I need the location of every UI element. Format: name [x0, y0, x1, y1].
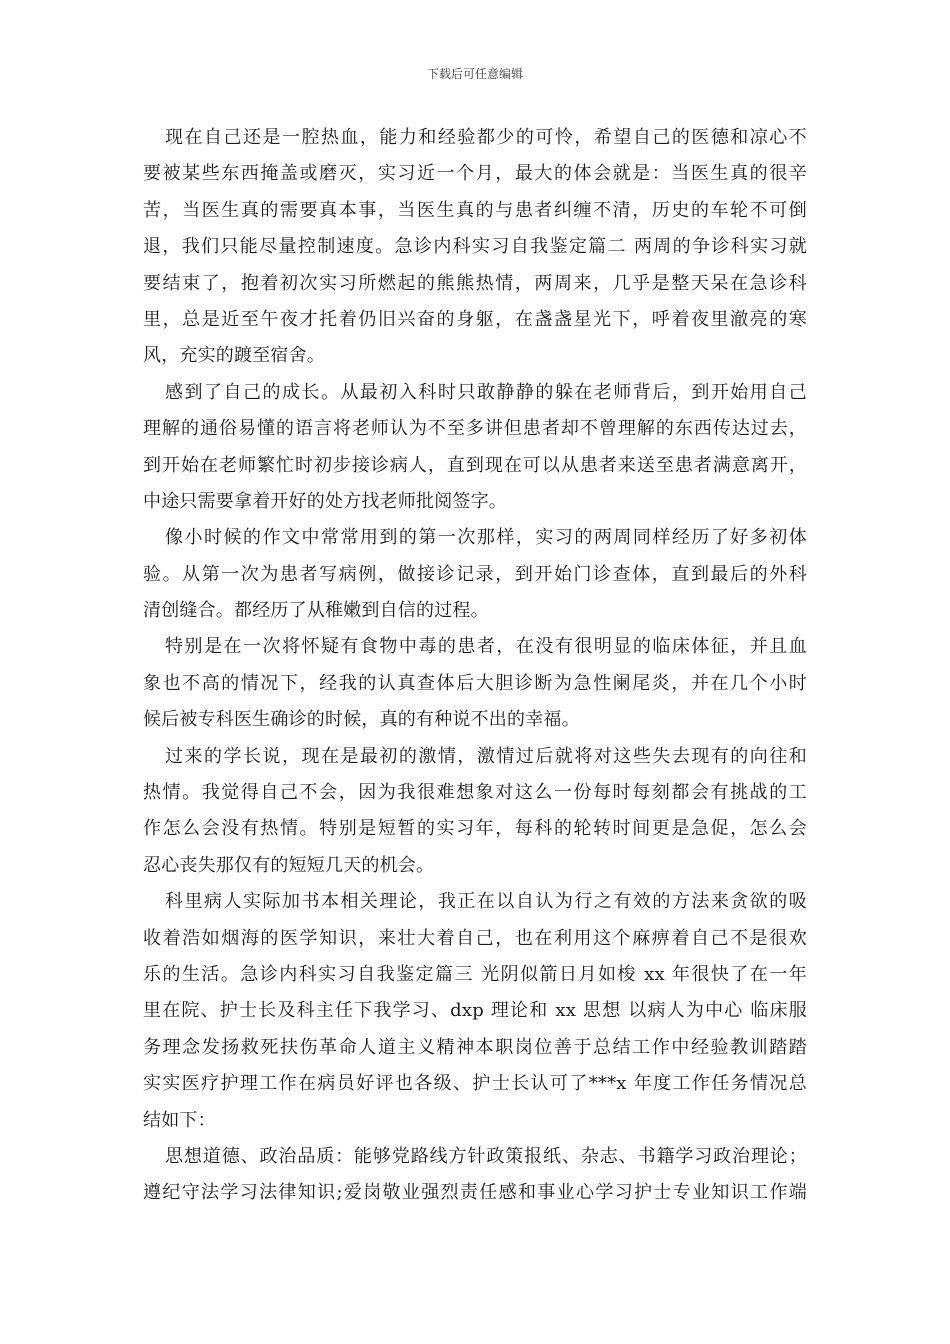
paragraph [143, 884, 807, 1139]
paragraph [143, 1139, 807, 1212]
text-line: 收着浩如烟海的医学知识，来壮大着自己，也在利用这个麻痹着自己不是很欢 [143, 927, 807, 949]
text-line: 到开始在老师繁忙时初步接诊病人，直到现在可以从患者来送至患者满意离开， [143, 454, 807, 476]
text-line: 风，充实的踱至宿舍。 [143, 345, 325, 367]
text-line: 现在自己还是一腔热血，能力和经验都少的可怜，希望自己的医德和凉心不 [165, 127, 807, 148]
text-line: 像小时候的作文中常常用到的第一次那样，实习的两周同样经历了好多初体 [165, 527, 807, 549]
text-line: 忍心丧失那仅有的短短几天的机会。 [143, 854, 435, 876]
text-line: 热情。我觉得自己不会，因为我很难想象对这么一份每时每刻都会有挑战的工 [143, 782, 807, 804]
document-body [143, 120, 807, 1212]
text-line: 思想道德、政治品质：能够党路线方针政策报纸、杂志、书籍学习政治理论； [165, 1145, 807, 1167]
text-line: 特别是在一次将怀疑有食物中毒的患者，在没有很明显的临床体征，并且血 [165, 636, 807, 658]
page-header: 下载后可任意编辑 [426, 67, 523, 81]
text-line: 象也不高的情况下，经我的认真查体后大胆诊断为急性阑尾炎，并在几个小时 [143, 672, 807, 694]
text-line: 乐的生活。急诊内科实习自我鉴定篇三 光阴似箭日月如梭 xx 年很快了在一年 [143, 963, 807, 985]
text-line: 结如下： [143, 1109, 216, 1131]
text-line: 里，总是近至午夜才托着仍旧兴奋的身躯，在盏盏星光下，呼着夜里澈亮的寒 [143, 308, 807, 330]
text-line: 过来的学长说，现在是最初的激情，激情过后就将对这些失去现有的向往和 [165, 745, 807, 767]
text-line: 验。从第一次为患者写病例，做接诊记录，到开始门诊查体，直到最后的外科 [143, 563, 807, 585]
text-line: 苦，当医生真的需要真本事，当医生真的与患者纠缠不清，历史的车轮不可倒 [143, 199, 807, 221]
text-line: 实实医疗护理工作在病员好评也各级、护士长认可了***x 年度工作任务情况总 [143, 1073, 807, 1095]
paragraph [143, 375, 807, 521]
text-line: 退，我们只能尽量控制速度。急诊内科实习自我鉴定篇二 两周的争诊科实习就 [143, 236, 807, 258]
text-line: 要结束了，抱着初次实习所燃起的熊熊热情，两周来，几乎是整天呆在急诊科 [143, 272, 807, 294]
text-line: 遵纪守法学习法律知识;爱岗敬业强烈责任感和事业心学习护士专业知识工作端 [143, 1182, 807, 1204]
paragraph [143, 520, 807, 629]
paragraph [143, 120, 807, 375]
text-line: 感到了自己的成长。从最初入科时只敢静静的躲在老师背后，到开始用自己 [165, 381, 807, 403]
text-line: 作怎么会没有热情。特别是短暂的实习年，每科的轮转时间更是急促，怎么会 [143, 818, 807, 840]
text-line: 务理念发扬救死扶伤革命人道主义精神本职岗位善于总结工作中经验教训踏踏 [143, 1036, 807, 1058]
paragraph [143, 739, 807, 885]
text-line: 候后被专科医生确诊的时候，真的有种说不出的幸福。 [143, 709, 580, 731]
text-line: 中途只需要拿着开好的处方找老师批阅签字。 [143, 490, 507, 512]
paragraph [143, 629, 807, 738]
text-line: 清创缝合。都经历了从稚嫩到自信的过程。 [143, 600, 489, 622]
text-line: 里在院、护士长及科主任下我学习、dxp 理论和 xx 思想 以病人为中心 临床服 [143, 1000, 807, 1022]
text-line: 要被某些东西掩盖或磨灭，实习近一个月，最大的体会就是：当医生真的很辛 [143, 163, 807, 185]
text-line: 理解的通俗易懂的语言将老师认为不至多讲但患者却不曾理解的东西传达过去， [143, 418, 807, 440]
text-line: 科里病人实际加书本相关理论，我正在以自认为行之有效的方法来贪欲的吸 [165, 891, 807, 913]
